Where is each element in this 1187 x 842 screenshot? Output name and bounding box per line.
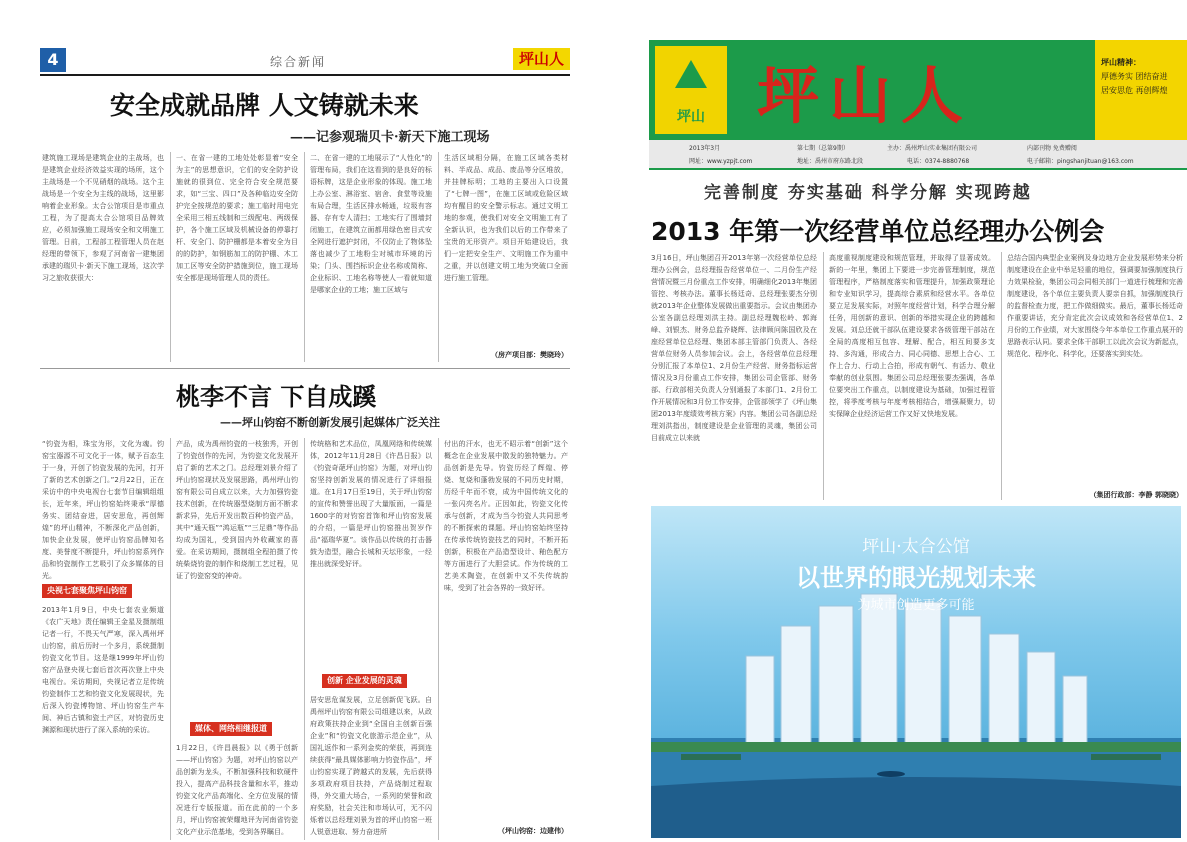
newspaper-title: 坪山人 <box>757 59 974 132</box>
meeting-motto: 完善制度 夯实基础 科学分解 实现跨越 <box>704 183 1032 203</box>
spirit-label: 坪山精神： <box>1101 58 1141 67</box>
sponsor: 主办：禹州坪山实业集团有限公司 <box>887 145 978 152</box>
lead-column-3-wrap <box>1007 252 1183 504</box>
section-name: 综合新闻 <box>270 55 327 69</box>
spirit-line: 厚德务实 团结奋进 <box>1101 72 1168 81</box>
lead-column-3: 总结合国内典型企业案例及身边地方企业发展形势来分析制度建设在企业中举足轻重的地位，强调要加强制度执行力效果检验，集团公司会同相关部门一道进行梳理和完善制度建设，各个单位主要负责人要亲自抓，加强制度执行的监督检查力度，把工作做细做实。最后，董事长杨廷奇作重要讲话，充分肯定此次会议成效和各经营单位1、2月份的工作业绩，对大家围绕今年本单位工作重点展开的思路表示认同。要求全体干部职工以此次会议为新起点，规范化、程序化、科学化，还要落实到实处。 <box>1007 254 1183 358</box>
mountain-logo-icon <box>675 60 707 88</box>
page-gutter <box>584 40 649 842</box>
issue-info-bar <box>649 140 1187 170</box>
article2-column-1b: 2013年1月9日，中央七套农业频道《农广天地》责任编辑王金星及摄制组记者一行，不畏天气严寒，深入禹州坪山钧窑，前后历时一个多月，系统摄制钧瓷文化节目。这是继1999年坪山钧窑产品登央视七套后首次再次登上中央电视台。采访期间，央视记者立足传统钧瓷制作工艺和钧瓷文化发展现状，先后深入钧瓷博物馆、坪山钧窑生产车间、神后古镇和瓷土产区，对钧瓷历史渊源和现状进行了深入系统的采访。 <box>42 606 164 734</box>
masthead <box>649 40 1187 140</box>
lead-headline: 2013 年第一次经营单位总经理办公例会 <box>651 217 1105 246</box>
address: 地址：禹州市府东路北段 <box>797 158 864 165</box>
ad-brand: 坪山·太合公馆 <box>862 537 970 557</box>
header-logo: 坪山人 <box>513 48 570 70</box>
article2-column-3b: 居安思危谋发展，立足创新促飞跃。自禹州坪山钧窑有限公司组建以来，从政府政策扶持企业到“全国自主创新百强企业”和“钧瓷文化旅游示范企业”，从国礼返作和一系列金奖的荣获，再到连续获得“最具媒体影响力钧瓷作品”，坪山钧窑实现了跨越式的发展，先后获得多项政府项目扶持，产品烧制过程取得，外交重大场合，一系列的荣誉和政府奖励，社会关注和市场认可，无不闪烁着以总经理刘景为首的坪山钧窑一班人锐意进取、努力奋进所 <box>310 696 432 836</box>
article2-subsection-bar: 创新 企业发展的灵魂 <box>322 674 407 688</box>
article1-byline: （房产项目部：樊晓玲） <box>491 351 568 359</box>
article2-column-1: “钧瓷为相，珠宝为形，文化为魂。钧窑宝器源不可文化于一体，赋予百态生于一身，开创了钧瓷发展的先河，打开了新的艺术创新之门。”2月22日，正在采访中的中央电视台七套节目编辑组组长，近年来，坪山钧窑始终秉承“厚德务实、团结奋进，居安思危，再创辉煌”的坪山精神，不断深化产品创新，加快企业发展，使坪山钧窑品牌知名度、美誉度不断提升，坪山钧窑系列作品和钧瓷制作工艺吸引了众多媒体的目光。 <box>42 440 164 580</box>
article2-column-2: 产品，成为禹州钧瓷的一枝独秀，开创了钧瓷创作的先河，为钧瓷文化发展开启了新的艺术之门。总经理刘景介绍了坪山钧窑现状及发展思路，禹州坪山钧窑有限公司自成立以来，大力加强钧瓷技术创新，在传统器型烧制方面不断求新求异，先后开发出数百种钧瓷产品，其中“通天瓶”“鸿运瓶”“三足鼎”等作品均成为国礼，受到国内外收藏家的喜爱。在采访期间，摄制组全程拍摄了传统柴烧钧瓷的制作和烧制工艺过程，见证了钧瓷窑变的神奇。 <box>176 440 298 580</box>
section-separator <box>40 368 570 369</box>
column-divider <box>170 438 171 840</box>
real-estate-advertisement <box>651 506 1181 838</box>
right-newspaper-page <box>649 40 1187 842</box>
column-divider <box>438 438 439 840</box>
column-divider <box>438 152 439 362</box>
article2-column-3: 传统格和艺术品位，凤凰网络和传统媒体，2012年11月28日《许昌日报》以《钧瓷奇葩坪山钧窑》为题，对坪山钧窑坚持创新发展的情况进行了详细报道。在1月17日至19日，关于坪山钧窑的宣传和赞誉出现了大量版面，一篇是1600字的对钧窑首饰和坪山钧窑发展的介绍，一篇是坪山钧窑推出贺岁作品“福瑞华夏”。该作品以传统的打击器鼓为造型，融合长城和天坛形象，一经推出就深受好评。 <box>310 440 432 568</box>
article2-headline: 桃李不言 下自成蹊 <box>176 382 377 411</box>
article1-column-4: 生活区域相分隔，在施工区域各类材料、半成品、成品、废品等分区堆放，并挂牌标明；工地的主要出入口设置了“七牌一图”，在施工区域或危险区域均有醒目的安全警示标志。通过文明工地的参观，使我们对安全文明施工有了全新认识，也为我们以后的工作带来了宝贵的无形资产。项目开始建设后，我们一定把安全生产、文明施工作为重中之重，并以创建文明工地为突破口全面进行施工管理。 <box>444 154 568 282</box>
column-divider <box>823 252 824 500</box>
article2-column-2b: 1月22日，《许昌晨报》以《勇于创新——坪山钧窑》为题，对坪山钧窑以产品创新为龙头，不断加强科技和软硬件投入，提高产品科技含量和水平，推动钧瓷文化产品高端化、全方位发展的情况进行专版报道。而在此前的一个多月，坪山钧窑被荣耀地评为河南省钧瓷文化产业示范基地，受到各界瞩目。 <box>176 744 298 836</box>
ad-tagline: 为城市创造更多可能 <box>857 598 975 613</box>
article1-column-1: 建筑施工现场是建筑企业的主战场，也是建筑企业经济效益实现的场所，这个主战场是一个不见硝烟的战场。这个主战场是一个安全为主线的战场，这里影响着企业形象。太合公馆项目是市重点工程，为了提高太合公馆项目品牌效应，必须加强施工现场安全和文明施工管理。日前，工程部工程管理人员在赵经理的带领下，参观了河南省一建集团承建的瑞贝卡·新天下施工现场，这次学习之旅收获很大： <box>42 154 164 282</box>
article1-column-4-wrap <box>444 152 568 366</box>
article1-column-3: 二、在省一建的工地展示了“人性化”的管理布局，我们在这看到的是良好的标语标牌，这是企业形象的体现。施工地上办公室、淋浴室、宿舍、食堂等设施布局合理，生活区排水畅通，垃圾有容器、存有专人清扫；工地实行了围墙封闭施工，在建筑立面都用绿色密目式安全网进行遮护封闭，不仅防止了物体坠落也减少了工地粉尘对城市环境的污染；门头、围挡标识企业名称或简称、企业标识、工地名称等使人一看就知道是哪家企业的工地；施工区域与 <box>310 154 432 294</box>
logo-text: 坪山 <box>677 109 705 125</box>
phone: 电话：0374-8880768 <box>907 158 970 165</box>
company-spirit-box <box>1095 40 1187 140</box>
left-newspaper-page <box>0 40 584 842</box>
spirit-line: 居安思危 再创辉煌 <box>1101 86 1168 95</box>
lead-column-1: 3月16日，坪山集团召开2013年第一次经营单位总经理办公例会，总经理报告经营单位一、二月份生产经营情况暨三月份重点工作安排，明确细化2013年集团管控、考核办法。董事长杨廷奇、总经理张要杰分别就2013年企业整体发展做出重要指示。会议由集团办公室各副总经理刘洪主持。副总经理魏松岭、郭海峰、刘银杰、财务总监乔晓辉、法律顾问陈国欣及在座经营单位总经理、集团本部主管部门负责人、各经营单位财务人员参加会议。会上，各经营单位总经理分别汇报了本单位1、2月份生产经营、财务指标运营情况及3月份重点工作安排，集团公司企管部、财务部、行政部相关负责人分别通报了本部门1、2月份工作开展情况和3月份工作安排，企管部领学了《坪山集团2013年度绩效考核方案》内容。集团公司各副总经理刘洪指出，制度建设是企业管理的灵魂，集团公司目前成立以来就 <box>651 254 817 442</box>
page-header <box>40 48 570 76</box>
lead-byline: （集团行政部：李静 郭晓晓） <box>1089 491 1183 499</box>
column-divider <box>304 438 305 840</box>
column-divider <box>170 152 171 362</box>
article1-column-2: 一、在省一建的工地处处彰显着“安全为主”的思想意识，它们的安全防护设施就的很到位、完全符合安全规范要求，如“三宝、四口”及各种临边安全防护完全按规范的要求；施工临时用电完全采用三相五线制和三级配电、两级保护，各个施工区域及机械设备的停靠打杆、安全门、防护栅都是本着安全为目的的防护，如钢筋加工的防护棚、木工加工区等安全防护措施到位，施工现场安全都是现场管理人员的责任。 <box>176 154 298 282</box>
article1-subheadline: ——记参观瑞贝卡·新天下施工现场 <box>290 130 490 145</box>
column-divider <box>304 152 305 362</box>
column-divider <box>1001 252 1002 500</box>
article2-column-4-wrap <box>444 438 568 842</box>
email: 电子邮箱：pingshanjituan@163.com <box>1027 158 1134 165</box>
lead-column-2: 高度重视制度建设和规范管理，并取得了显著成效。新的一年里，集团上下要进一步完善管理制度，规范管理程序，严格制度落实和管理提升，加强政策理论和专业知识学习，提高综合素质和经营水平。各单位要立足发展实际，对照年度经营计划，科学合理分解任务，用创新的意识、创新的举措实现企业的跨越和发展。刘总还就干部队伍建设要求各级管理干部站在全局的高度相互包容、理解、配合，相互间要多支持、多沟通，形成合力、同心同德、思想上合心、工作上合力、行动上合拍，形成有朝气、有活力、敬业奉献的创业氛围。集团公司总经理张要杰强调，各单位要突出工作重点，以制度建设为基础，加强过程管控，将季度考核与年度考核相结合，增强凝聚力，切实保障企业经济运营工作又好又快地发展。 <box>829 254 995 418</box>
article2-subsection-bar: 媒体、网络相继报道 <box>190 722 272 736</box>
issue-date: 2013年3月 <box>689 145 721 152</box>
page-number: 4 <box>40 48 66 72</box>
internal-note: 内部刊物 免费赠阅 <box>1027 145 1077 152</box>
article2-column-4: 付出的汗水，也无不昭示着“创新”这个概念在企业发展中散发的独特魅力。产品创新是先导。钧瓷历经了辉煌、停烧、复烧和蓬勃发展的不同历史时期，历经千年而不衰，成为中国传统文化的一张闪亮名片。正因如此，钧瓷文化传承与创新，才成为当今钧瓷人共同思考的不断探索的课题。坪山钧窑始终坚持在传承传统钧瓷技艺的同时，不断开拓创新，积极在产品造型设计、釉色配方等方面进行了大胆尝试。作为传统的工艺美术陶瓷，在创新中又不失传统韵味，受到了社会各界的一致好评。 <box>444 440 568 592</box>
company-logo <box>655 46 727 134</box>
article2-subsection-bar: 央视七套聚焦坪山钧窑 <box>42 584 132 598</box>
ad-slogan: 以世界的眼光规划未来 <box>796 563 1036 592</box>
article2-subheadline: ——坪山钧窑不断创新发展引起媒体广泛关注 <box>220 416 440 429</box>
article2-byline: （坪山钧窑：边建伟） <box>498 827 568 835</box>
issue-number: 第七期（总第9期） <box>797 145 849 152</box>
article1-headline: 安全成就品牌 人文铸就未来 <box>110 91 419 120</box>
website: 网址：www.yzpjt.com <box>689 158 753 165</box>
